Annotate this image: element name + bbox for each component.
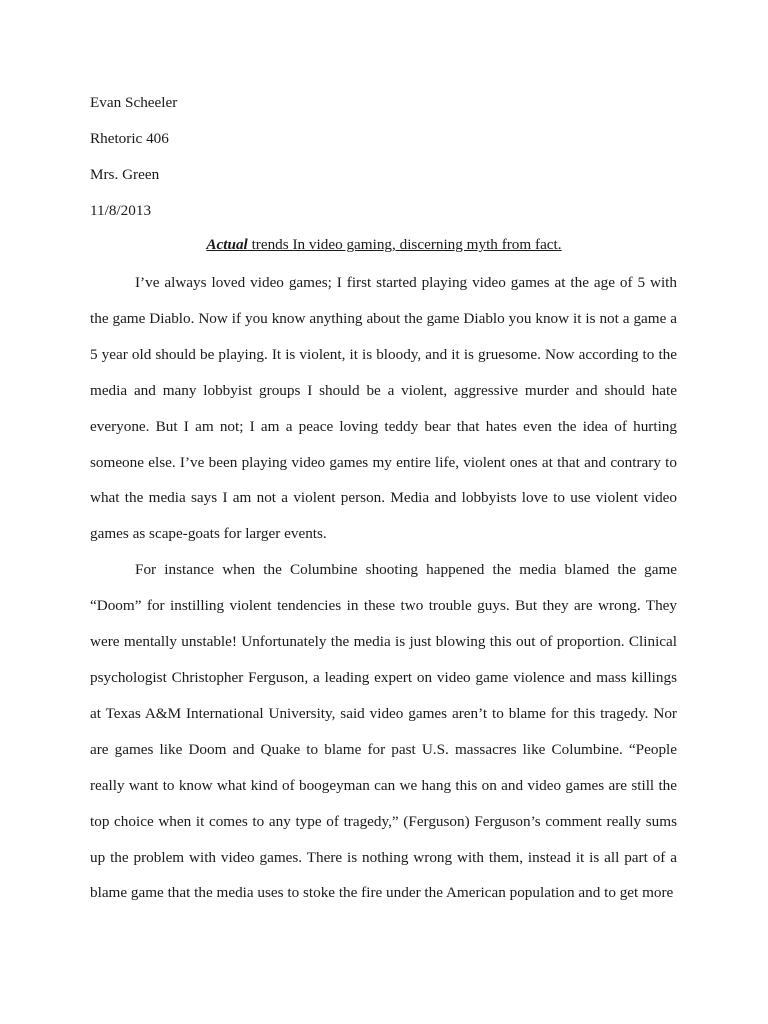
instructor-name: Mrs. Green xyxy=(90,166,160,183)
course-name: Rhetoric 406 xyxy=(90,130,169,147)
paragraph-1: I’ve always loved video games; I first started playing video games at the age of 5 with the game Diablo. Now if you know anything about the game Diablo you know it is not a game a 5 year old should be playing. It is violent, it is bloody, and it is gruesome. Now according to the media and many lobbyist groups I should be a violent, aggressive murder and should hate everyone. But I am not; I am a peace loving teddy bear that hates even the idea of hurting someone else. I’ve been playing video games my entire life, violent ones at that and contrary to what the media says I am not a violent person. Media and lobbyists love to use violent video games as scape-goats for larger events. xyxy=(90,274,677,543)
paragraph-2: For instance when the Columbine shooting happened the media blamed the game “Doom” for instilling violent tendencies in these two trouble guys. But they are wrong. They were mentally unstable! Unfortunately the media is just blowing this out of proportion. Clinical psychologist Christopher Ferguson, a leading expert on video game violence and mass killings at Texas A&M International University, said video games aren’t to blame for this tragedy. Nor are games like Doom and Quake to blame for past U.S. massacres like Columbine. “People really want to know what kind of boogeyman can we hang this on and video games are still the top choice when it comes to any type of tragedy,” (Ferguson) Ferguson’s comment really sums up the problem with video games. There is nothing wrong with them, instead it is all part of a blame game that the media uses to stoke the fire under the American population and to get more xyxy=(90,561,677,902)
essay-body xyxy=(90,265,677,911)
title-emphasis: Actual xyxy=(206,236,248,253)
essay-date: 11/8/2013 xyxy=(90,202,152,219)
essay-title xyxy=(0,236,768,254)
title-rest: trends In video gaming, discerning myth from fact. xyxy=(247,236,562,253)
author-name: Evan Scheeler xyxy=(90,94,178,111)
